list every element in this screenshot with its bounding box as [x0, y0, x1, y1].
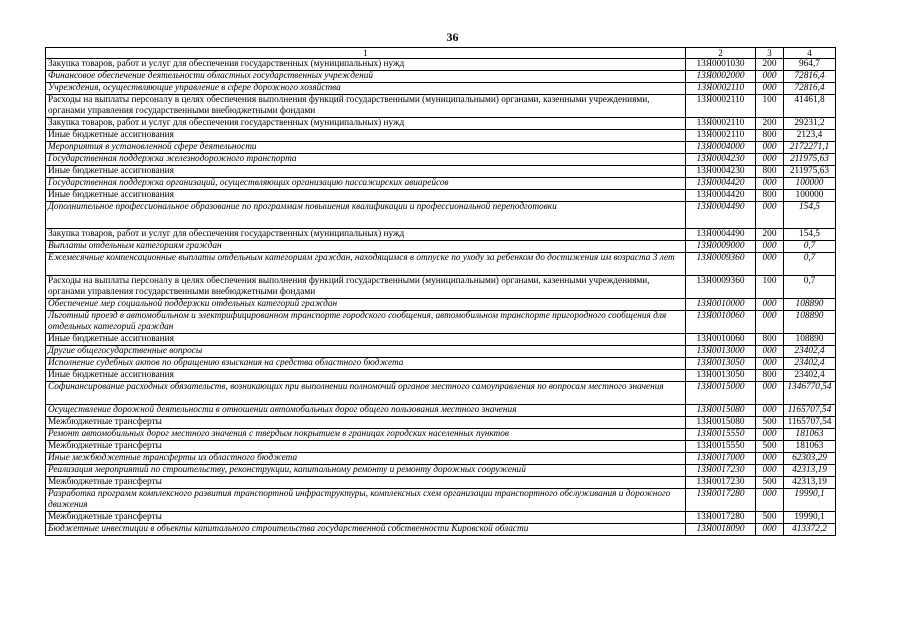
row-code-cell: 13Я0015550 — [686, 441, 756, 453]
header-col-2: 2 — [686, 48, 756, 59]
row-code-cell: 13Я0009360 — [686, 276, 756, 299]
row-vr-cell: 200 — [756, 229, 784, 241]
row-vr-cell: 000 — [756, 382, 784, 405]
row-amount-cell: 62303,29 — [784, 453, 836, 465]
row-name-cell: Государственная поддержка организаций, осуществляющих организацию пассажирских авиарейсов — [46, 178, 686, 190]
table-row — [46, 358, 836, 370]
row-name-cell: Учреждения, осуществляющие управление в сфере дорожного хозяйства — [46, 83, 686, 95]
row-name-cell: Дополнительное профессиональное образование по программам повышения квалификации и профессиональной переподготовки — [46, 202, 686, 229]
row-code-cell: 13Я0015080 — [686, 417, 756, 429]
row-vr-cell: 000 — [756, 253, 784, 276]
row-amount-cell: 1346770,54 — [784, 382, 836, 405]
table-row — [46, 253, 836, 276]
row-name-cell: Иные межбюджетные трансферты из областного бюджета — [46, 453, 686, 465]
row-code-cell: 13Я0013050 — [686, 370, 756, 382]
row-name-cell: Межбюджетные трансферты — [46, 417, 686, 429]
row-code-cell: 13Я0004490 — [686, 229, 756, 241]
row-code-cell: 13Я0010060 — [686, 311, 756, 334]
row-vr-cell: 000 — [756, 524, 784, 536]
row-name-cell: Закупка товаров, работ и услуг для обеспечения государственных (муниципальных) нужд — [46, 229, 686, 241]
row-vr-cell: 200 — [756, 59, 784, 71]
table-row — [46, 346, 836, 358]
row-code-cell: 13Я0015000 — [686, 382, 756, 405]
row-name-cell: Межбюджетные трансферты — [46, 441, 686, 453]
row-code-cell: 13Я0002110 — [686, 130, 756, 142]
table-row — [46, 512, 836, 524]
row-vr-cell: 200 — [756, 118, 784, 130]
row-amount-cell: 0,7 — [784, 253, 836, 276]
row-code-cell: 13Я0010060 — [686, 334, 756, 346]
row-name-cell: Ремонт автомобильных дорог местного значения с твердым покрытием в границах городских населенных пунктов — [46, 429, 686, 441]
row-name-cell: Расходы на выплаты персоналу в целях обеспечения выполнения функций государственными (муниципальными) органами, казенными учреждениями, органами управления государственными внебюджетными фондами — [46, 95, 686, 118]
row-amount-cell: 100000 — [784, 178, 836, 190]
row-name-cell: Ежемесячные компенсационные выплаты отдельным категориям граждан, находящимся в отпуске по уходу за ребенком до достижения им возраста 3 лет — [46, 253, 686, 276]
row-name-cell: Закупка товаров, работ и услуг для обеспечения государственных (муниципальных) нужд — [46, 118, 686, 130]
row-name-cell: Иные бюджетные ассигнования — [46, 334, 686, 346]
row-name-cell: Бюджетные инвестиции в объекты капитального строительства государственной собственности Кировской области — [46, 524, 686, 536]
row-code-cell: 13Я0017230 — [686, 465, 756, 477]
row-vr-cell: 800 — [756, 334, 784, 346]
row-vr-cell: 000 — [756, 71, 784, 83]
row-vr-cell: 000 — [756, 178, 784, 190]
row-code-cell: 13Я0013050 — [686, 358, 756, 370]
table-row — [46, 453, 836, 465]
table-row — [46, 118, 836, 130]
row-name-cell: Другие общегосударственные вопросы — [46, 346, 686, 358]
row-amount-cell: 72816,4 — [784, 83, 836, 95]
row-amount-cell: 42313,19 — [784, 465, 836, 477]
row-code-cell: 13Я0018090 — [686, 524, 756, 536]
row-amount-cell: 108890 — [784, 334, 836, 346]
row-vr-cell: 000 — [756, 202, 784, 229]
row-vr-cell: 000 — [756, 489, 784, 512]
row-name-cell: Межбюджетные трансферты — [46, 512, 686, 524]
row-code-cell: 13Я0004420 — [686, 178, 756, 190]
row-vr-cell: 000 — [756, 241, 784, 253]
table-row — [46, 524, 836, 536]
row-amount-cell: 0,7 — [784, 276, 836, 299]
header-col-1: 1 — [46, 48, 686, 59]
row-amount-cell: 211975,63 — [784, 154, 836, 166]
row-vr-cell: 800 — [756, 130, 784, 142]
row-vr-cell: 000 — [756, 429, 784, 441]
row-vr-cell: 800 — [756, 166, 784, 178]
row-vr-cell: 000 — [756, 358, 784, 370]
row-code-cell: 13Я0004230 — [686, 154, 756, 166]
row-name-cell: Закупка товаров, работ и услуг для обеспечения государственных (муниципальных) нужд — [46, 59, 686, 71]
row-name-cell: Расходы на выплаты персоналу в целях обеспечения выполнения функций государственными (муниципальными) органами, казенными учреждениями, органами управления государственными внебюджетными фондами — [46, 276, 686, 299]
row-amount-cell: 23402,4 — [784, 358, 836, 370]
table-row — [46, 429, 836, 441]
row-amount-cell: 19990,1 — [784, 512, 836, 524]
row-code-cell: 13Я0009000 — [686, 241, 756, 253]
row-amount-cell: 72816,4 — [784, 71, 836, 83]
row-vr-cell: 000 — [756, 405, 784, 417]
table-row — [46, 477, 836, 489]
row-vr-cell: 000 — [756, 465, 784, 477]
table-row — [46, 334, 836, 346]
row-vr-cell: 500 — [756, 441, 784, 453]
table-row — [46, 166, 836, 178]
row-amount-cell: 2123,4 — [784, 130, 836, 142]
row-vr-cell: 500 — [756, 512, 784, 524]
table-row — [46, 190, 836, 202]
row-vr-cell: 000 — [756, 453, 784, 465]
row-vr-cell: 500 — [756, 477, 784, 489]
page-number: 36 — [446, 30, 459, 44]
row-code-cell: 13Я0013000 — [686, 346, 756, 358]
row-code-cell: 13Я0017280 — [686, 489, 756, 512]
row-name-cell: Осуществление дорожной деятельности в отношении автомобильных дорог общего пользования местного значения — [46, 405, 686, 417]
row-amount-cell: 23402,4 — [784, 346, 836, 358]
row-amount-cell: 19990,1 — [784, 489, 836, 512]
row-code-cell: 13Я0002110 — [686, 83, 756, 95]
row-vr-cell: 500 — [756, 417, 784, 429]
table-row — [46, 299, 836, 311]
row-code-cell: 13Я0015550 — [686, 429, 756, 441]
row-name-cell: Государственная поддержка железнодорожного транспорта — [46, 154, 686, 166]
table-header-row — [46, 48, 836, 59]
row-vr-cell: 800 — [756, 370, 784, 382]
row-amount-cell: 29231,2 — [784, 118, 836, 130]
table-row — [46, 71, 836, 83]
row-amount-cell: 100000 — [784, 190, 836, 202]
table-row — [46, 311, 836, 334]
row-code-cell: 13Я0017230 — [686, 477, 756, 489]
table-row — [46, 229, 836, 241]
row-name-cell: Выплаты отдельным категориям граждан — [46, 241, 686, 253]
row-amount-cell: 1165707,54 — [784, 417, 836, 429]
row-amount-cell: 2172271,1 — [784, 142, 836, 154]
row-amount-cell: 42313,19 — [784, 477, 836, 489]
table-row — [46, 465, 836, 477]
row-name-cell: Иные бюджетные ассигнования — [46, 130, 686, 142]
table-row — [46, 59, 836, 71]
table-row — [46, 142, 836, 154]
table-row — [46, 276, 836, 299]
table-row — [46, 130, 836, 142]
row-name-cell: Реализация мероприятий по строительству, реконструкции, капитальному ремонту и ремонту дорожных сооружений — [46, 465, 686, 477]
row-amount-cell: 1165707,54 — [784, 405, 836, 417]
row-amount-cell: 181063 — [784, 441, 836, 453]
row-amount-cell: 108890 — [784, 299, 836, 311]
table-row — [46, 83, 836, 95]
row-amount-cell: 211975,63 — [784, 166, 836, 178]
row-code-cell: 13Я0015080 — [686, 405, 756, 417]
row-amount-cell: 108890 — [784, 311, 836, 334]
header-col-3: 3 — [756, 48, 784, 59]
row-amount-cell: 964,7 — [784, 59, 836, 71]
row-name-cell: Межбюджетные трансферты — [46, 477, 686, 489]
row-amount-cell: 0,7 — [784, 241, 836, 253]
row-vr-cell: 000 — [756, 154, 784, 166]
row-amount-cell: 23402,4 — [784, 370, 836, 382]
row-code-cell: 13Я0002110 — [686, 95, 756, 118]
row-name-cell: Обеспечение мер социальной поддержки отдельных категорий граждан — [46, 299, 686, 311]
row-code-cell: 13Я0010000 — [686, 299, 756, 311]
row-code-cell: 13Я0009360 — [686, 253, 756, 276]
row-name-cell: Исполнение судебных актов по обращению взыскания на средства областного бюджета — [46, 358, 686, 370]
row-name-cell: Льготный проезд в автомобильном и электрифицированном транспорте городского сообщения, автомобильном транспорте пригородного сообщения для отдельных категорий граждан — [46, 311, 686, 334]
row-name-cell: Мероприятия в установленной сфере деятельности — [46, 142, 686, 154]
row-code-cell: 13Я0017000 — [686, 453, 756, 465]
table-row — [46, 382, 836, 405]
row-vr-cell: 800 — [756, 190, 784, 202]
row-vr-cell: 000 — [756, 83, 784, 95]
table-row — [46, 202, 836, 229]
row-code-cell: 13Я0004420 — [686, 190, 756, 202]
row-amount-cell: 41461,8 — [784, 95, 836, 118]
row-amount-cell: 181063 — [784, 429, 836, 441]
header-col-4: 4 — [784, 48, 836, 59]
row-vr-cell: 000 — [756, 142, 784, 154]
row-code-cell: 13Я0001030 — [686, 59, 756, 71]
table-row — [46, 370, 836, 382]
row-code-cell: 13Я0017280 — [686, 512, 756, 524]
row-vr-cell: 100 — [756, 95, 784, 118]
row-name-cell: Иные бюджетные ассигнования — [46, 190, 686, 202]
table-row — [46, 441, 836, 453]
row-name-cell: Финансовое обеспечение деятельности областных государственных учреждений — [46, 71, 686, 83]
table-row — [46, 154, 836, 166]
table-row — [46, 241, 836, 253]
table-row — [46, 489, 836, 512]
row-vr-cell: 000 — [756, 311, 784, 334]
table-row — [46, 178, 836, 190]
budget-table — [45, 47, 836, 536]
table-row — [46, 95, 836, 118]
row-amount-cell: 154,5 — [784, 202, 836, 229]
row-vr-cell: 000 — [756, 299, 784, 311]
row-code-cell: 13Я0002110 — [686, 118, 756, 130]
row-name-cell: Софинансирование расходных обязательств, возникающих при выполнении полномочий органов местного самоуправления по вопросам местного значения — [46, 382, 686, 405]
row-vr-cell: 000 — [756, 346, 784, 358]
row-name-cell: Иные бюджетные ассигнования — [46, 370, 686, 382]
row-amount-cell: 154,5 — [784, 229, 836, 241]
row-name-cell: Иные бюджетные ассигнования — [46, 166, 686, 178]
row-code-cell: 13Я0002000 — [686, 71, 756, 83]
table-row — [46, 417, 836, 429]
row-amount-cell: 413372,2 — [784, 524, 836, 536]
row-code-cell: 13Я0004000 — [686, 142, 756, 154]
row-name-cell: Разработка программ комплексного развития транспортной инфраструктуры, комплексных схем организации транспортного обслуживания и дорожного движения — [46, 489, 686, 512]
row-vr-cell: 100 — [756, 276, 784, 299]
table-row — [46, 405, 836, 417]
row-code-cell: 13Я0004230 — [686, 166, 756, 178]
row-code-cell: 13Я0004490 — [686, 202, 756, 229]
